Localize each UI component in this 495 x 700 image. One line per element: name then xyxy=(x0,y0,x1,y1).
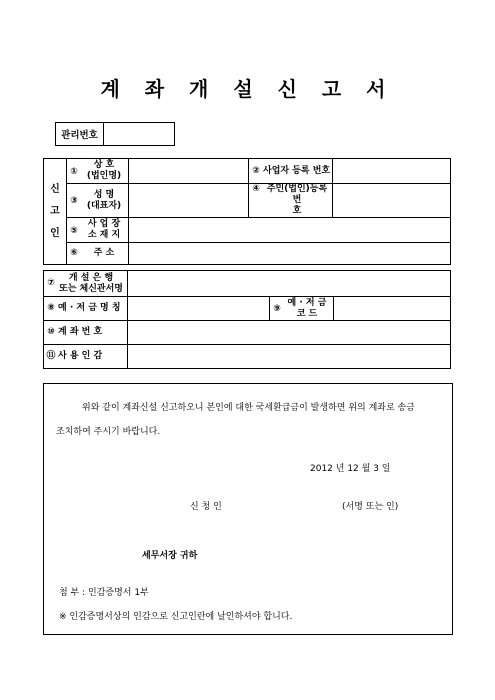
label-line: 주 소 xyxy=(93,248,115,258)
field-number: ⑤ xyxy=(70,225,78,236)
label-line: 개 설 은 행 xyxy=(68,272,114,283)
label-line: 코 드 xyxy=(296,308,318,319)
label-line: 사 업 장 xyxy=(87,219,121,229)
representative-name-field[interactable] xyxy=(129,184,249,218)
business-reg-number-field[interactable] xyxy=(333,159,451,184)
address-field[interactable] xyxy=(129,243,451,265)
label-line: 성 명 xyxy=(93,189,115,200)
field-number: ⑪ xyxy=(46,351,56,361)
deposit-name-field[interactable] xyxy=(128,297,270,321)
management-number-label: 관리번호 xyxy=(56,123,104,146)
label-text: 예 · 저 금 명 칭 xyxy=(58,303,121,313)
seal-field[interactable] xyxy=(128,345,451,369)
label-line: (법인명) xyxy=(86,171,122,181)
form-title: 계 좌 개 설 신 고 서 xyxy=(100,77,395,101)
account-number-label xyxy=(44,321,128,345)
note-text: ※ 인감증명서상의 인감으로 신고인란에 날인하셔야 합니다. xyxy=(59,612,293,622)
label-text: 계 좌 번 호 xyxy=(58,327,103,337)
management-number-field[interactable] xyxy=(104,123,175,146)
deposit-code-label xyxy=(270,297,334,321)
field-number: ② xyxy=(252,165,260,176)
deposit-code-field[interactable] xyxy=(334,297,451,321)
address-label xyxy=(67,243,129,265)
account-table xyxy=(43,270,451,369)
label-text: 사업자 등록 번호 xyxy=(263,165,331,176)
side-char-2: 고 xyxy=(50,205,60,217)
application-date: 2012 년 12 월 3 일 xyxy=(310,464,391,474)
field-number: ⑨ xyxy=(273,304,281,314)
label-text: 사 용 인 감 xyxy=(58,351,103,361)
business-reg-number-label xyxy=(249,159,333,184)
field-number: ⑧ xyxy=(47,303,55,313)
applicant-side-label xyxy=(44,159,67,265)
label-line: 예 · 저 금 xyxy=(287,297,327,308)
seal-label xyxy=(44,345,128,369)
field-number: ① xyxy=(70,166,78,177)
account-number-field[interactable] xyxy=(128,321,451,345)
company-name-field[interactable] xyxy=(129,159,249,184)
attachment-label: 첨 부 : 인감증명서 1부 xyxy=(59,588,149,598)
label-line: 또는 체신관서명 xyxy=(59,283,123,294)
field-number: ⑥ xyxy=(70,248,78,258)
resident-reg-number-label xyxy=(249,184,333,218)
signature-label: (서명 또는 인) xyxy=(342,502,399,512)
side-char-1: 신 xyxy=(50,183,60,195)
label-line: (대표자) xyxy=(86,200,122,211)
business-location-field[interactable] xyxy=(129,218,451,243)
field-number: ④ xyxy=(252,184,260,194)
field-number: ⑦ xyxy=(47,278,55,288)
statement-line-2: 조치하여 주시기 바랍니다. xyxy=(56,427,161,437)
field-number: ③ xyxy=(70,196,78,206)
side-char-3: 인 xyxy=(50,227,60,239)
label-line: 주민(법인)등록번 xyxy=(266,184,328,205)
statement-box xyxy=(43,383,453,635)
label-line: 소 재 지 xyxy=(87,230,121,240)
recipient-label: 세무서장 귀하 xyxy=(142,551,198,561)
deposit-name-label xyxy=(44,297,128,321)
statement-line-1: 위와 같이 계좌신설 신고하오니 본인에 대한 국세환급금이 발생하면 위의 계좌로 송금 xyxy=(82,403,415,413)
management-number-table xyxy=(55,122,175,146)
label-line: 호 xyxy=(292,206,302,216)
representative-name-label xyxy=(67,184,129,218)
field-number: ⑩ xyxy=(47,327,55,337)
business-location-label xyxy=(67,218,129,243)
bank-name-label xyxy=(44,271,128,297)
bank-name-field[interactable] xyxy=(128,271,451,297)
resident-reg-number-field[interactable] xyxy=(333,184,451,218)
label-line: 상 호 xyxy=(93,160,115,170)
company-name-label xyxy=(67,159,129,184)
applicant-label: 신 청 인 xyxy=(190,502,222,512)
applicant-table xyxy=(43,158,451,265)
